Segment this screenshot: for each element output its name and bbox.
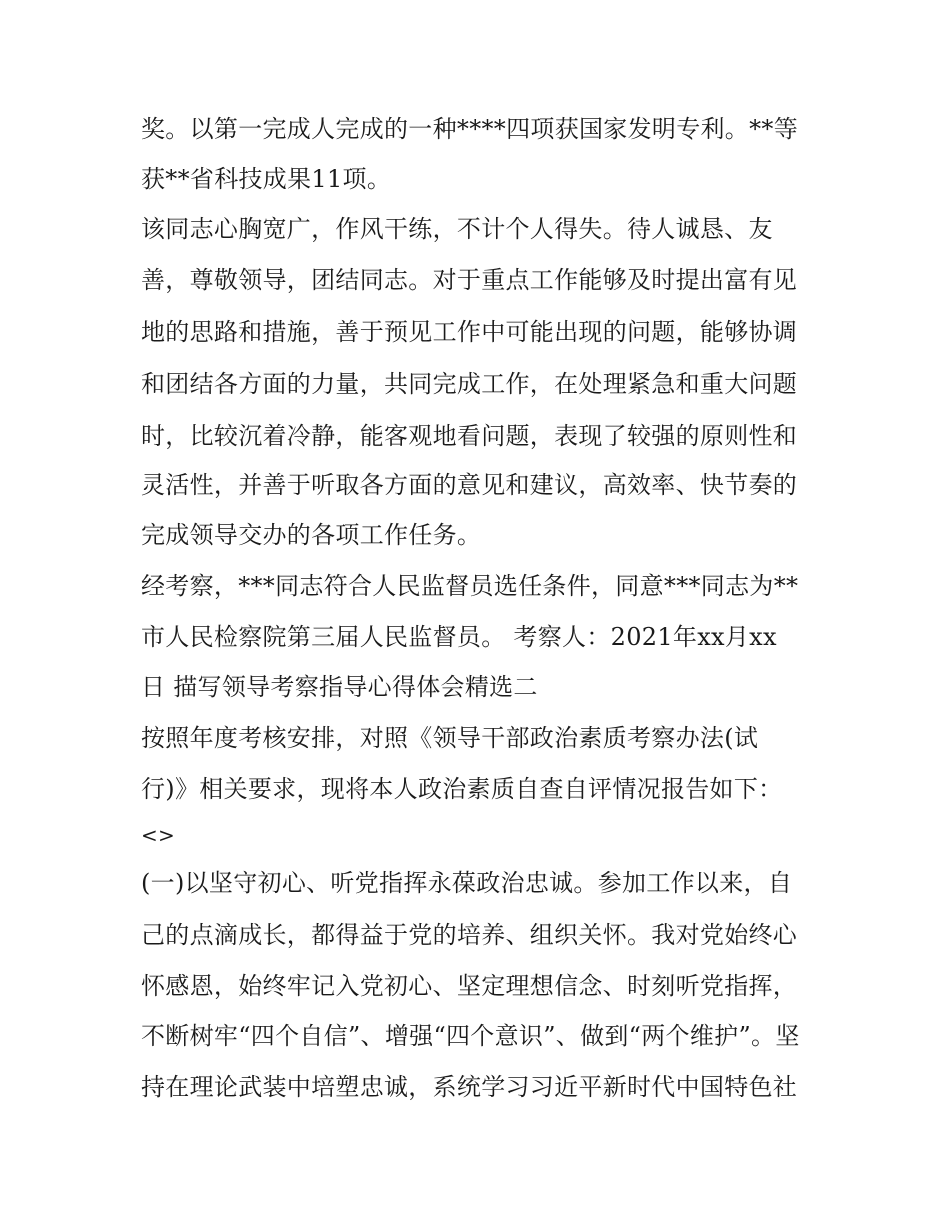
paragraph-line: 市人民检察院第三届人民监督员。 考察人：2021年xx月xx (141, 623, 777, 651)
paragraph-line: 灵活性，并善于听取各方面的意见和建议，高效率、快节奏的 (141, 471, 798, 499)
paragraph-line: 持在理论武装中培塑忠诚，系统学习习近平新时代中国特色社 (141, 1073, 798, 1101)
paragraph-line: 善，尊敬领导，团结同志。对于重点工作能够及时提出富有见 (141, 266, 798, 294)
section-heading-line: 日 描写领导考察指导心得体会精选二 (141, 673, 538, 701)
paragraph-line: 怀感恩，始终牢记入党初心、坚定理想信念、时刻听党指挥， (141, 972, 798, 1000)
paragraph-line: 按照年度考核安排，对照《领导干部政治素质考察办法(试 (141, 724, 759, 752)
paragraph-line: 该同志心胸宽广，作风干练，不计个人得失。待人诚恳、友 (141, 215, 773, 243)
paragraph-line: 获**省科技成果11项。 (141, 165, 392, 193)
paragraph-line: 经考察，***同志符合人民监督员选任条件，同意***同志为** (141, 572, 799, 600)
placeholder-marker: <> (141, 823, 176, 847)
paragraph-line: 完成领导交办的各项工作任务。 (141, 521, 482, 549)
paragraph-line: 奖。以第一完成人完成的一种****四项获国家发明专利。**等 (141, 115, 798, 143)
paragraph-line: 行)》相关要求，现将本人政治素质自查自评情况报告如下： (141, 775, 783, 803)
paragraph-line: 地的思路和措施，善于预见工作中可能出现的问题，能够协调 (141, 318, 798, 346)
paragraph-line: 时，比较沉着冷静，能客观地看问题，表现了较强的原则性和 (141, 422, 798, 450)
paragraph-line: 不断树牢“四个自信”、增强“四个意识”、做到“两个维护”。坚 (141, 1022, 800, 1050)
paragraph-line: (一)以坚守初心、听党指挥永葆政治忠诚。参加工作以来，自 (141, 869, 793, 897)
paragraph-line: 和团结各方面的力量，共同完成工作，在处理紧急和重大问题 (141, 370, 798, 398)
paragraph-line: 己的点滴成长，都得益于党的培养、组织关怀。我对党始终心 (141, 921, 798, 949)
